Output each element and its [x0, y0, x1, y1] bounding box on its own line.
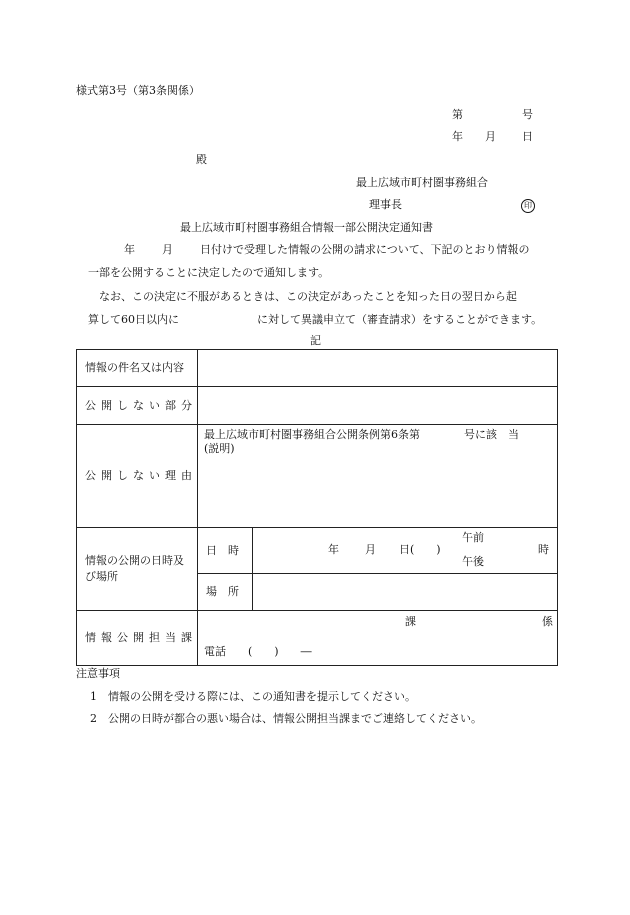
contact-ka: 課	[405, 615, 416, 628]
contact-kakari: 係	[542, 615, 553, 628]
place-label: 場 所	[198, 574, 253, 611]
issuer-org: 最上広域市町村圏事務組合	[356, 176, 488, 189]
date-day: 日	[522, 130, 533, 143]
row-subject	[77, 350, 558, 387]
row-subject-value	[198, 350, 558, 387]
body-p2-line2a: 算して60日以内に	[88, 313, 179, 326]
row-reason-value	[198, 425, 558, 528]
doc-number-dai: 第	[452, 108, 463, 121]
addressee-suffix: 殿	[196, 153, 207, 166]
datetime-value	[253, 528, 558, 574]
notes-heading: 注意事項	[76, 667, 120, 680]
reason-text-a: 最上広域市町村圏事務組合公開条例第6条第	[204, 428, 420, 441]
row-reason-label: 公開しない理由	[77, 425, 198, 528]
row-contact-label: 情報公開担当課	[77, 611, 198, 666]
notes-item-1: 1 情報の公開を受ける際には、この通知書を提示してください。	[90, 690, 416, 703]
doc-number-go: 号	[522, 108, 533, 121]
row-nondisclosed-part-value	[198, 387, 558, 425]
form-number: 様式第3号（第3条関係）	[76, 84, 200, 97]
ki-heading: 記	[310, 334, 321, 347]
seal-mark	[521, 198, 535, 213]
issuer-title: 理事長	[369, 198, 402, 211]
row-contact-value	[198, 611, 558, 666]
reason-text-b: 号に該 当	[464, 428, 519, 441]
body-p1-line2: 一部を公開することに決定したので通知します。	[88, 266, 330, 279]
row-datetime-place-label: 情報の公開の日時及び場所	[77, 528, 198, 611]
body-p1-year: 年	[124, 243, 135, 256]
body-p1-month: 月	[162, 243, 173, 256]
body-p1-rest: 日付けで受理した情報の公開の請求について、下記のとおり情報の	[200, 243, 530, 256]
datetime-label: 日 時	[198, 528, 253, 574]
datetime-hour: 時	[538, 543, 549, 556]
datetime-year: 年	[328, 543, 339, 556]
row-reason	[77, 425, 558, 528]
seal-icon: 印	[521, 199, 535, 213]
body-p2-line1: なお、この決定に不服があるときは、この決定があったことを知った日の翌日から起	[99, 290, 517, 303]
record-table	[76, 349, 558, 666]
datetime-month: 月	[365, 543, 376, 556]
reason-explanation: (説明)	[204, 442, 235, 455]
date-month: 月	[485, 130, 496, 143]
date-year: 年	[452, 130, 463, 143]
row-contact	[77, 611, 558, 666]
datetime-day: 日( )	[399, 543, 441, 556]
notes-item-2: 2 公開の日時が都合の悪い場合は、情報公開担当課までご連絡してください。	[90, 712, 482, 725]
place-value	[253, 574, 558, 611]
datetime-am: 午前	[462, 531, 484, 544]
document-title: 最上広域市町村圏事務組合情報一部公開決定通知書	[180, 221, 433, 234]
row-datetime	[77, 528, 558, 574]
contact-phone: 電話 ( ) ―	[204, 645, 312, 658]
row-nondisclosed-part-label: 公開しない部分	[77, 387, 198, 425]
row-nondisclosed-part	[77, 387, 558, 425]
body-p2-line2b: に対して異議申立て（審査請求）をすることができます。	[257, 313, 543, 326]
datetime-pm: 午後	[462, 555, 484, 568]
row-subject-label: 情報の件名又は内容	[77, 350, 198, 387]
